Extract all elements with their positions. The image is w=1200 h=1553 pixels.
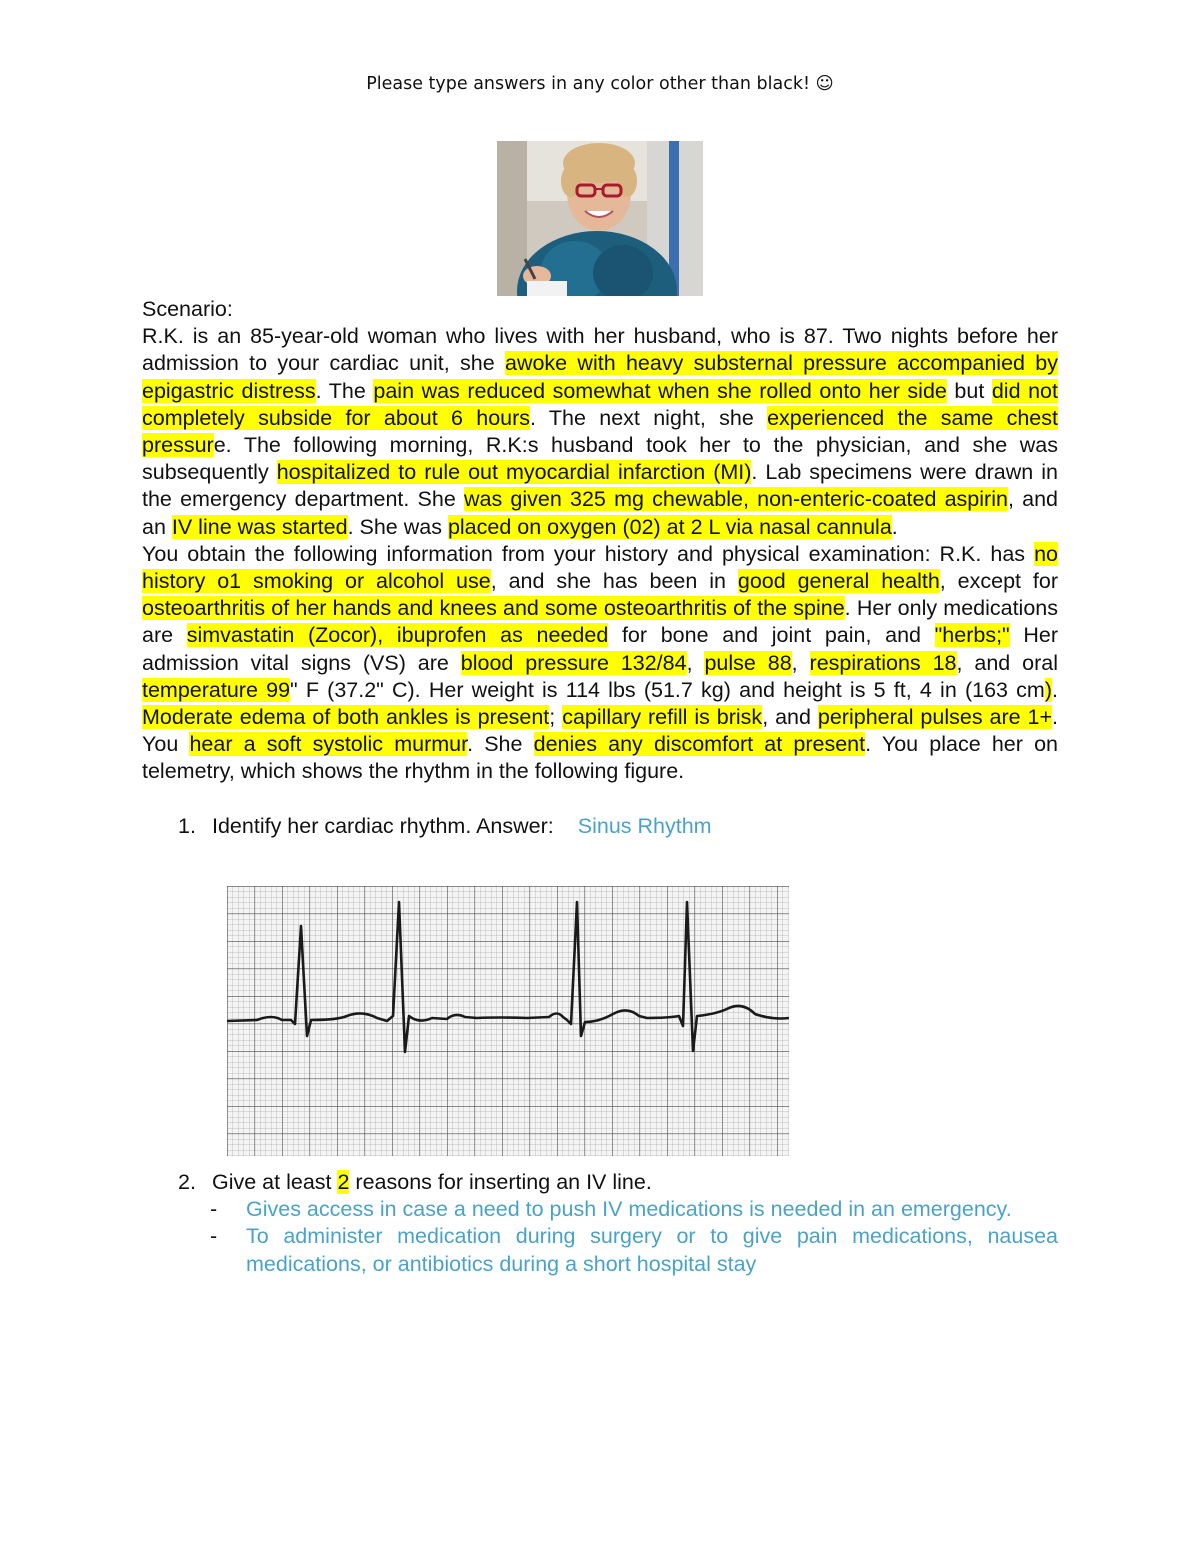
highlighted-text: osteoarthritis of her hands and knees and some osteoarthritis of the spine	[142, 596, 845, 621]
highlighted-text: temperature 99	[142, 677, 291, 702]
paragraph-text: You obtain the following information from your history and physical examination: R.K. has	[142, 541, 1035, 566]
highlighted-text: did not completely subside for about 6 hours	[142, 378, 1058, 430]
paragraph-text: Her admission vital signs (VS) are	[142, 623, 1059, 675]
question-2-number: 2.	[178, 1170, 196, 1194]
highlighted-text: good general health	[737, 569, 940, 594]
answer-text-2[interactable]: To administer medication during surgery or to give pain medications, nausea medications, or antibiotics during a short hospital stay	[246, 1224, 1058, 1276]
highlighted-text: placed on oxygen (02) at 2 L via nasal cannula	[447, 514, 892, 539]
highlighted-text: hear a soft systolic murmur	[189, 732, 468, 757]
highlighted-text: awoke with heavy substernal pressure accompanied by epigastric distress	[142, 351, 1058, 403]
paragraph-text: , and oral	[956, 650, 1058, 675]
bullet-dash: -	[210, 1224, 218, 1249]
question-1-text: Identify her cardiac rhythm. Answer:	[212, 813, 554, 838]
paragraph-text: . You	[142, 705, 1059, 757]
highlighted-text: respirations 18	[809, 650, 957, 675]
paragraph-text: , and an	[142, 487, 1058, 539]
instruction-text: Please type answers in any color other than black!	[366, 74, 810, 94]
instruction-header	[0, 74, 1200, 94]
highlighted-text: experienced the same chest pressur	[142, 405, 1058, 458]
paragraph-text: . The next night, she	[530, 405, 768, 430]
question-2-text-after: reasons for inserting an IV line.	[349, 1170, 652, 1194]
highlighted-text: simvastatin (Zocor), ibuprofen as needed	[186, 623, 609, 648]
highlighted-text: peripheral pulses are 1+	[817, 705, 1053, 730]
answer-text-1[interactable]: Gives access in case a need to push IV medications is needed in an emergency.	[246, 1197, 1012, 1222]
answer-bullet-1	[210, 1196, 1058, 1223]
highlighted-text: IV line was started	[171, 514, 348, 539]
question-1-answer[interactable]: Sinus Rhythm	[577, 813, 712, 838]
bullet-dash: -	[210, 1197, 218, 1222]
paragraph-text: but	[946, 378, 992, 403]
question-2-text-before: Give at least	[212, 1170, 338, 1194]
paragraph-text: . The	[315, 378, 374, 403]
paragraph-text: , except for	[939, 569, 1059, 594]
paragraph-text: e. The following morning, R.K:s husband took her to the physician, and she was subsequently	[142, 433, 1058, 485]
paragraph-text: , and	[762, 705, 818, 730]
highlighted-text: "herbs;"	[934, 623, 1010, 648]
highlighted-text: Moderate edema of both ankles is present	[142, 705, 550, 730]
paragraph-text: ,	[791, 650, 810, 675]
paragraph-text: ,	[686, 650, 705, 675]
highlighted-text: blood pressure 132/84	[460, 650, 687, 675]
answer-bullet-2	[210, 1223, 1058, 1277]
highlighted-text: )	[1044, 677, 1053, 702]
ecg-rhythm-strip	[227, 886, 789, 1156]
paragraph-text: .	[891, 514, 898, 539]
patient-photo	[497, 141, 703, 296]
paragraph-text: . She	[467, 732, 534, 757]
highlighted-text: no history o1 smoking or alcohol use	[142, 541, 1058, 594]
scenario-paragraph-2	[142, 541, 1058, 786]
highlighted-text: capillary refill is brisk	[562, 705, 763, 730]
highlighted-text: was given 325 mg chewable, non-enteric-coated aspirin	[464, 487, 1008, 512]
paragraph-text: ;	[549, 705, 563, 730]
paragraph-text: , and she has been in	[490, 569, 738, 594]
highlighted-text: pulse 88	[704, 650, 792, 675]
highlighted-text: pain was reduced somewhat when she rolled onto her side	[373, 378, 947, 403]
question-1	[142, 813, 1058, 840]
paragraph-text: R.K. is an 85-year-old woman who lives with her husband, who is 87. Two nights before her admission to your cardiac unit, she	[142, 324, 1058, 376]
paragraph-text: .	[1052, 677, 1058, 702]
paragraph-text: . Her only medications are	[142, 596, 1059, 648]
question-1-number: 1.	[178, 813, 196, 838]
scenario-section	[142, 296, 1058, 840]
highlighted-text: hospitalized to rule out myocardial infarction (MI)	[276, 460, 752, 485]
highlighted-text: denies any discomfort at present	[533, 732, 866, 757]
question-2-highlight: 2	[337, 1170, 350, 1194]
paragraph-text: . She was	[347, 514, 448, 539]
paragraph-text: . You place her on telemetry, which shows the rhythm in the following figure.	[142, 732, 1058, 784]
paragraph-text: . Lab specimens were drawn in the emergency department. She	[142, 460, 1058, 512]
scenario-paragraph-1	[142, 323, 1058, 541]
smiley-icon: ☺	[815, 74, 834, 94]
scenario-label: Scenario:	[142, 297, 233, 321]
question-2	[142, 1169, 1058, 1278]
paragraph-text: for bone and joint pain, and	[608, 623, 935, 648]
paragraph-text: " F (37.2" C). Her weight is 114 lbs (51.7 kg) and height is 5 ft, 4 in (163 cm	[290, 677, 1045, 702]
